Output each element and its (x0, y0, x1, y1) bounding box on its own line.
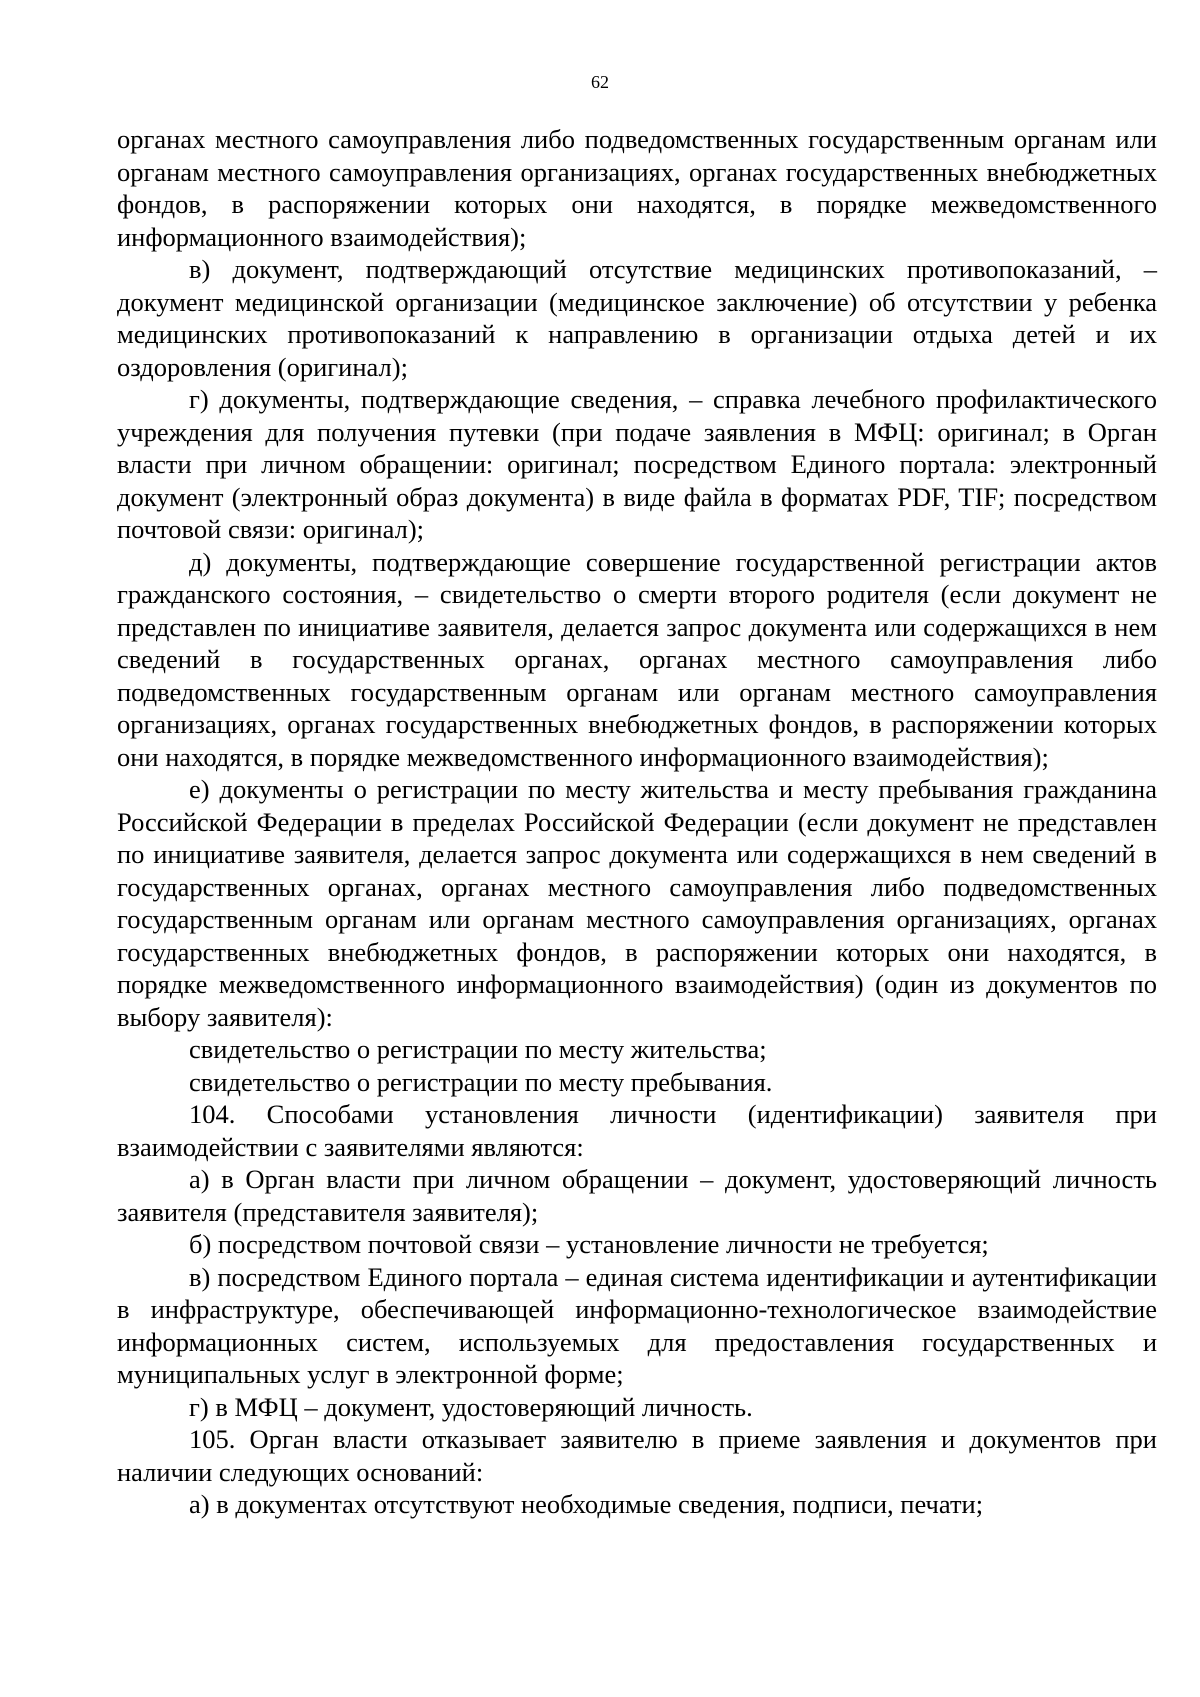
page-number: 62 (591, 72, 609, 92)
paragraph-continuation: органах местного самоуправления либо подведомственных государственным органам или органам местного самоуправления организациях, органах государственных внебюджетных фондов, в распоряжении которых они находятся, в порядке межведомственного информационного взаимодействия); (117, 124, 1157, 252)
paragraph-section-105: 105. Орган власти отказывает заявителю в приеме заявления и документов при наличии следующих оснований: (117, 1424, 1157, 1487)
paragraph-residence-certificate: свидетельство о регистрации по месту жительства; (189, 1034, 767, 1064)
paragraph-stay-certificate: свидетельство о регистрации по месту пребывания. (189, 1066, 773, 1097)
paragraph-105-a: а) в документах отсутствуют необходимые сведения, подписи, печати; (189, 1489, 984, 1519)
document-body (117, 123, 1157, 1521)
paragraph-item-g: г) документы, подтверждающие сведения, – справка лечебного профилактического учреждения для получения путевки (при подаче заявления в МФЦ: оригинал; в Орган власти при личном обращении: оригинал; посредством Единого портала: электронный документ (электронный образ документа) в виде файла в форматах PDF, TIF; посредством почтовой связи: оригинал); (117, 384, 1157, 544)
paragraph-item-e: е) документы о регистрации по месту жительства и месту пребывания гражданина Российской Федерации в пределах Российской Федерации (если документ не представлен по инициативе заявителя, делается запрос документа или содержащихся в нем сведений в государственных органах, органах местного самоуправления либо подведомственных государственным органам или органам местного самоуправления организациях, органах государственных внебюджетных фондов, в распоряжении которых они находятся, в порядке межведомственного информационного взаимодействия) (один из документов по выбору заявителя): (117, 774, 1157, 1032)
paragraph-item-d: д) документы, подтверждающие совершение государственной регистрации актов гражданского состояния, – свидетельство о смерти второго родителя (если документ не представлен по инициативе заявителя, делается запрос документа или содержащихся в нем сведений в государственных органах, органах местного самоуправления либо подведомственных государственным органам или органам местного самоуправления организациях, органах государственных внебюджетных фондов, в распоряжении которых они находятся, в порядке межведомственного информационного взаимодействия); (117, 546, 1157, 772)
paragraph-104-g: г) в МФЦ – документ, удостоверяющий личность. (189, 1391, 753, 1422)
paragraph-104-v: в) посредством Единого портала – единая система идентификации и аутентификации в инфраструктуре, обеспечивающей информационно-технологическое взаимодействие информационных систем, используемых для предоставления государственных и муниципальных услуг в электронной форме; (117, 1261, 1157, 1389)
paragraph-104-b: б) посредством почтовой связи – установление личности не требуется; (189, 1229, 989, 1259)
paragraph-section-104: 104. Способами установления личности (идентификации) заявителя при взаимодействии с заявителями являются: (117, 1099, 1157, 1162)
paragraph-item-v: в) документ, подтверждающий отсутствие медицинских противопоказаний, – документ медицинской организации (медицинское заключение) об отсутствии у ребенка медицинских противопоказаний к направлению в организации отдыха детей и их оздоровления (оригинал); (117, 254, 1157, 382)
paragraph-104-a: а) в Орган власти при личном обращении – документ, удостоверяющий личность заявителя (представителя заявителя); (117, 1164, 1157, 1227)
